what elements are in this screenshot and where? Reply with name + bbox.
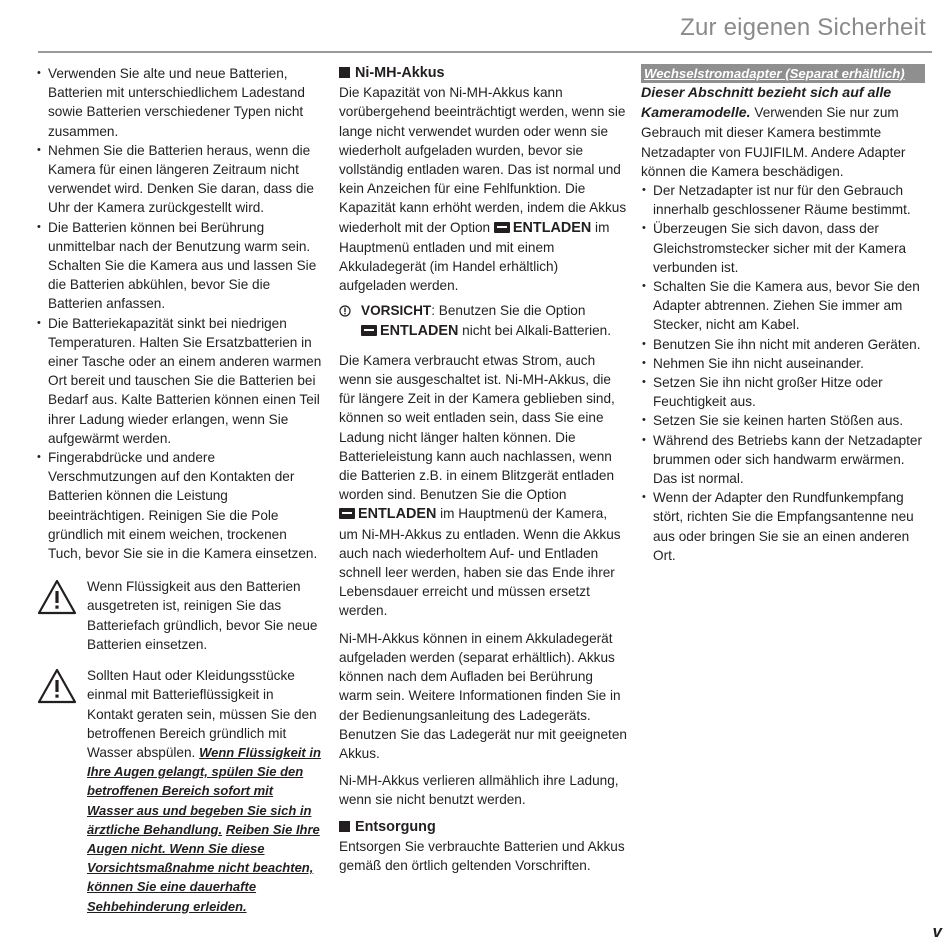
warning-leak — [36, 577, 322, 654]
list-item: • Nehmen Sie die Batterien heraus, wenn die Kamera für einen längeren Zeitraum nicht verwendet wird. Denken Sie daran, dass die Uhr der Kamera zurückgestellt wird. — [36, 141, 322, 218]
list-item: • Der Netzadapter ist nur für den Gebrauch innerhalb geschlossener Räume bestimmt. — [641, 181, 929, 219]
list-item: • Die Batteriekapazität sinkt bei niedrigen Temperaturen. Halten Sie Ersatzbatterien in einer Tasche oder an einem anderen warmen Ort bereit und tauschen Sie die Batterien bei Bedarf aus. Kalte Batterien können einen Teil ihrer Ladung wieder erlangen, wenn Sie aufgewärmt werden. — [36, 314, 322, 448]
column-batteries — [36, 64, 322, 916]
paragraph — [641, 83, 929, 181]
caution-note: VORSICHT: Benutzen Sie die Option ENTLADEN nicht bei Alkali-Batterien. — [339, 301, 629, 340]
menu-icon — [339, 508, 355, 519]
section-heading-nimh — [339, 64, 629, 83]
square-bullet-icon — [339, 67, 350, 78]
menu-option-entladen: ENTLADEN — [339, 506, 436, 522]
warning-triangle-icon — [36, 667, 78, 705]
adapter-bullet-list — [641, 181, 929, 565]
text: im Hauptmenü der Kamera, um Ni-MH-Akkus zu entladen. Wenn die Akkus auch nach wiederholtem Auf- und Entladen schnell leer werden, haben sie das Ende ihrer Lebensdauer erreicht und müssen ersetzt werden. — [339, 506, 621, 619]
caution-label: VORSICHT — [361, 303, 432, 319]
paragraph — [339, 83, 629, 295]
list-item: • Setzen Sie sie keinen harten Stößen aus. — [641, 411, 929, 430]
list-item: • Fingerabdrücke und andere Verschmutzungen auf den Kontakten der Batterien können die Leistung beeinträchtigen. Reinigen Sie die Pole gründlich mit einem weichen, trockenen Tuch, bevor Sie sie in die Kamera einsetzen. — [36, 448, 322, 563]
header-divider — [38, 51, 932, 53]
warning-skin-contact — [36, 666, 322, 916]
battery-bullet-list — [36, 64, 322, 563]
section-banner: Wechselstromadapter (Separat erhältlich) — [641, 64, 925, 83]
warning-text — [87, 666, 322, 916]
page-number: v — [932, 922, 942, 941]
warning-text: Wenn Flüssigkeit aus den Batterien ausgetreten ist, reinigen Sie das Batteriefach gründlich, bevor Sie neue Batterien einsetzen. — [87, 579, 318, 652]
paragraph: Entsorgen Sie verbrauchte Batterien und Akkus gemäß den örtlich geltenden Vorschriften. — [339, 838, 625, 873]
list-item: • Überzeugen Sie sich davon, dass der Gleichstromstecker sicher mit der Kamera verbunden ist. — [641, 219, 929, 277]
warning-text-emphasis: Wenn Flüssigkeit in Ihre Augen gelangt, spülen Sie den betroffenen Bereich sofort mit Wasser aus und begeben Sie sich in ärztliche Behandlung. — [87, 744, 321, 837]
text: Die Kamera verbraucht etwas Strom, auch wenn sie ausgeschaltet ist. Ni-MH-Akkus, die für längere Zeit in der Kamera geblieben sind, können so weit entladen sein, dass Sie eine Ladung nicht länger halten können. Die Batterieleistung kann auch nachlassen, wenn die Batterien z.B. in einem Blitzgerät entladen worden sind. Benutzen Sie die Option — [339, 352, 615, 503]
menu-option-entladen: ENTLADEN — [361, 323, 458, 339]
heading-text: Entsorgung — [355, 818, 436, 835]
section-heading-disposal — [339, 818, 629, 837]
paragraph: Ni-MH-Akkus können in einem Akkuladegerät aufgeladen werden (separat erhältlich). Akkus können nach dem Aufladen bei Berührung warm sein. Weitere Informationen finden Sie in der Bedienungsanleitung des Ladegeräts. Benutzen Sie das Ladegerät nur mit geeigneten Akkus. — [339, 630, 627, 761]
warning-text-emphasis: Reiben Sie Ihre Augen nicht. Wenn Sie diese Vorsichtsmaßnahme nicht beachten, können Sie eine dauerhafte Sehbehinderung erleiden. — [87, 821, 320, 914]
list-item: • Setzen Sie ihn nicht großer Hitze oder Feuchtigkeit aus. — [641, 373, 929, 411]
list-item: • Schalten Sie die Kamera aus, bevor Sie den Adapter abtrennen. Ziehen Sie immer am Stecker, nicht am Kabel. — [641, 277, 929, 335]
square-bullet-icon — [339, 821, 350, 832]
text: im Hauptmenü entladen und mit einem Akkuladegerät (im Handel erhältlich) aufgeladen werden. — [339, 219, 610, 294]
warning-triangle-icon — [36, 578, 78, 616]
list-item: • Benutzen Sie ihn nicht mit anderen Geräten. — [641, 335, 929, 354]
text: Verwenden Sie nur zum Gebrauch mit dieser Kamera bestimmte Netzadapter von FUJIFILM. Andere Adapter können die Kamera beschädigen. — [641, 105, 906, 179]
paragraph — [339, 351, 629, 621]
menu-icon — [494, 222, 510, 233]
intro-emphasis: Dieser Abschnitt bezieht sich auf alle Kameramodelle. — [641, 85, 892, 122]
paragraph: Ni-MH-Akkus verlieren allmählich ihre Ladung, wenn sie nicht benutzt werden. — [339, 773, 619, 808]
warning-text-normal: Sollten Haut oder Kleidungsstücke einmal mit Batterieflüssigkeit in Kontakt geraten sein, müssen Sie den betroffenen Bereich gründlich mit Wasser abspülen. — [87, 668, 317, 760]
list-item: • Verwenden Sie alte und neue Batterien, Batterien mit unterschiedlichem Ladestand sowie Batterien verschiedener Typen nicht zusammen. — [36, 64, 322, 141]
list-item: • Während des Betriebs kann der Netzadapter brummen oder sich handwarm erwärmen. Das ist normal. — [641, 431, 929, 489]
list-item: • Die Batterien können bei Berührung unmittelbar nach der Benutzung warm sein. Schalten Sie die Kamera aus und lassen Sie die Batterien abkühlen, bevor Sie die Batterien anfassen. — [36, 218, 322, 314]
heading-text: Ni-MH-Akkus — [355, 65, 445, 81]
page-title: Zur eigenen Sicherheit — [680, 14, 926, 41]
menu-option-entladen: ENTLADEN — [494, 220, 591, 236]
list-item: • Wenn der Adapter den Rundfunkempfang stört, richten Sie die Empfangsantenne neu aus oder bringen Sie sie an einen anderen Ort. — [641, 488, 929, 565]
caution-icon — [339, 305, 351, 317]
text: Die Kapazität von Ni-MH-Akkus kann vorübergehend beeinträchtigt werden, wenn sie lange nicht verwendet wurden oder wenn sie wiederholt aufgeladen wurden, bevor sie vollständig entladen waren. Das ist normal und kein Anzeichen für eine Fehlfunktion. Die Kapazität kann erhöht werden, indem die Akkus wiederholt mit der Option — [339, 85, 627, 235]
column-ac-adapter — [641, 64, 929, 565]
column-nimh — [339, 64, 629, 875]
menu-icon — [361, 325, 377, 336]
list-item: • Nehmen Sie ihn nicht auseinander. — [641, 354, 929, 373]
